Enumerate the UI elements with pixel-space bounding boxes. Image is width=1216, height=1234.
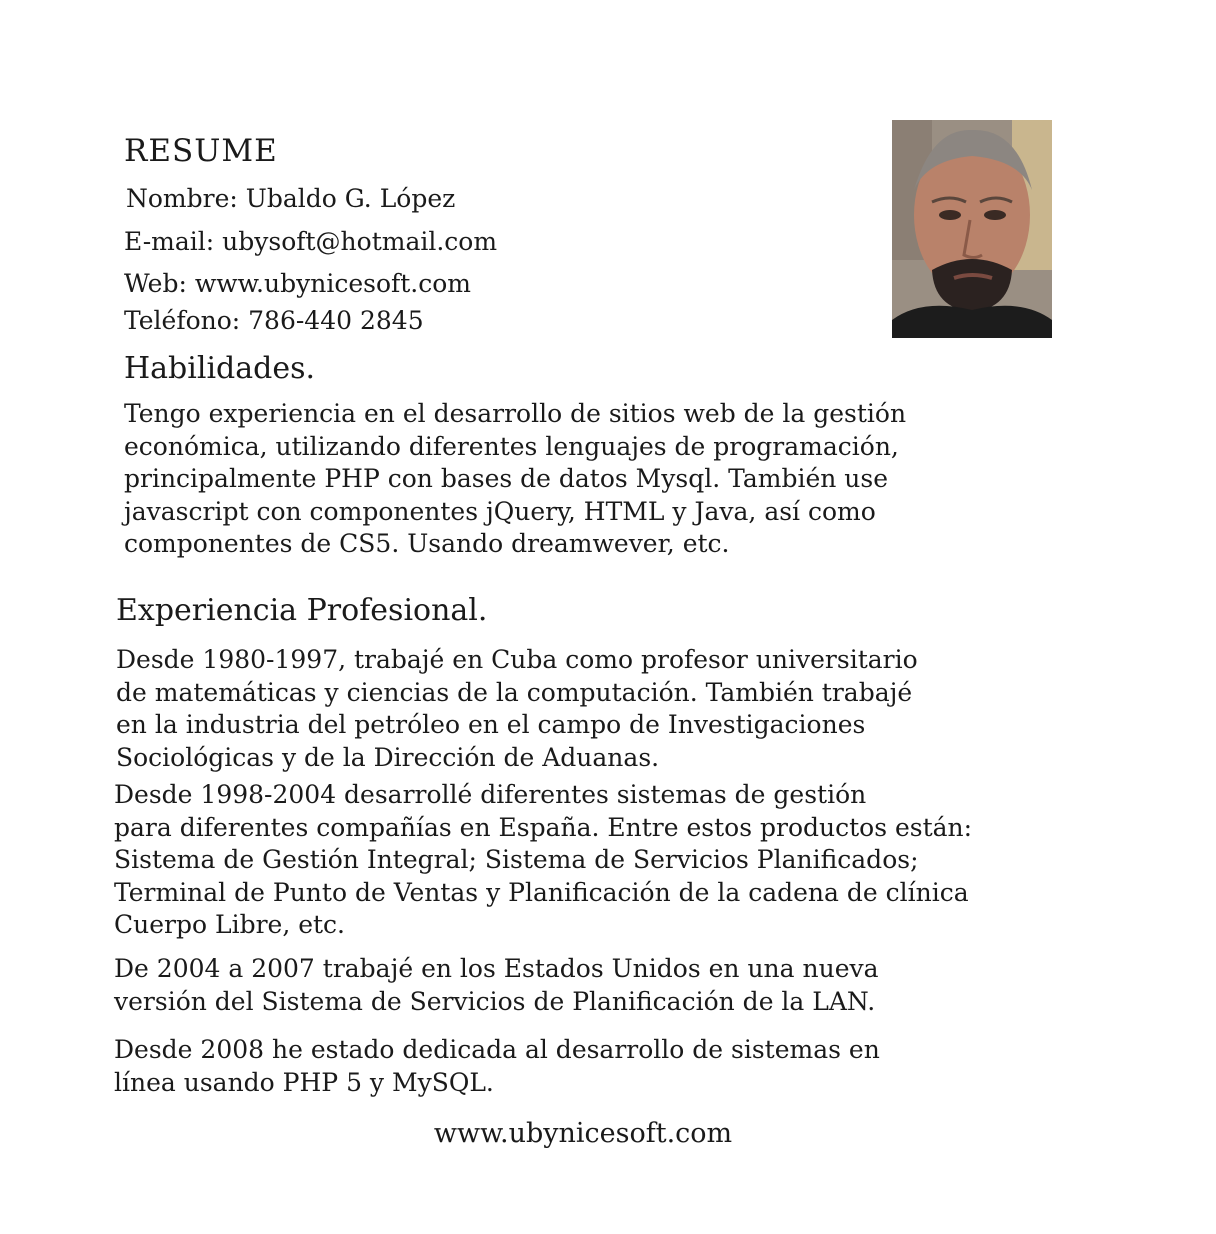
web-line: Web: www.ubynicesoft.com bbox=[124, 269, 472, 298]
profile-photo bbox=[892, 120, 1052, 338]
text-line: componentes de CS5. Usando dreamwever, etc. bbox=[124, 529, 730, 558]
email-line: E-mail: ubysoft@hotmail.com bbox=[124, 227, 498, 256]
text-line: Cuerpo Libre, etc. bbox=[114, 910, 346, 939]
skills-paragraph bbox=[124, 398, 906, 561]
experience-heading: Experiencia Profesional. bbox=[116, 593, 488, 628]
text-line: Desde 1980-1997, trabajé en Cuba como profesor universitario bbox=[116, 645, 918, 674]
experience-paragraph-1 bbox=[116, 644, 918, 774]
experience-paragraph-4 bbox=[114, 1034, 880, 1099]
text-line: Tengo experiencia en el desarrollo de sitios web de la gestión bbox=[124, 399, 907, 428]
text-line: de matemáticas y ciencias de la computación. También trabajé bbox=[116, 677, 913, 707]
resume-title: RESUME bbox=[124, 133, 278, 169]
text-line: javascript con componentes jQuery, HTML y Java, así como bbox=[124, 496, 876, 526]
phone-line: Teléfono: 786-440 2845 bbox=[124, 306, 424, 335]
footer-url: www.ubynicesoft.com bbox=[433, 1118, 733, 1149]
text-line: Terminal de Punto de Ventas y Planificación de la cadena de clínica bbox=[114, 877, 969, 907]
text-line: en la industria del petróleo en el campo de Investigaciones bbox=[116, 710, 866, 739]
text-line: económica, utilizando diferentes lenguajes de programación, bbox=[124, 431, 899, 461]
text-line: línea usando PHP 5 y MySQL. bbox=[114, 1067, 494, 1097]
text-line: versión del Sistema de Servicios de Planificación de la LAN. bbox=[114, 986, 876, 1016]
text-line: De 2004 a 2007 trabajé en los Estados Unidos en una nueva bbox=[114, 954, 879, 983]
text-line: Desde 1998-2004 desarrollé diferentes sistemas de gestión bbox=[114, 780, 867, 809]
text-line: principalmente PHP con bases de datos Mysql. También use bbox=[124, 464, 889, 493]
text-line: Sistema de Gestión Integral; Sistema de Servicios Planificados; bbox=[114, 845, 919, 874]
name-line: Nombre: Ubaldo G. López bbox=[126, 184, 456, 213]
experience-paragraph-3 bbox=[114, 953, 879, 1018]
experience-paragraph-2 bbox=[114, 779, 972, 942]
skills-heading: Habilidades. bbox=[124, 351, 316, 386]
text-line: Desde 2008 he estado dedicada al desarrollo de sistemas en bbox=[114, 1035, 880, 1064]
text-line: Sociológicas y de la Dirección de Aduanas. bbox=[116, 742, 660, 772]
text-line: para diferentes compañías en España. Entre estos productos están: bbox=[114, 812, 973, 842]
